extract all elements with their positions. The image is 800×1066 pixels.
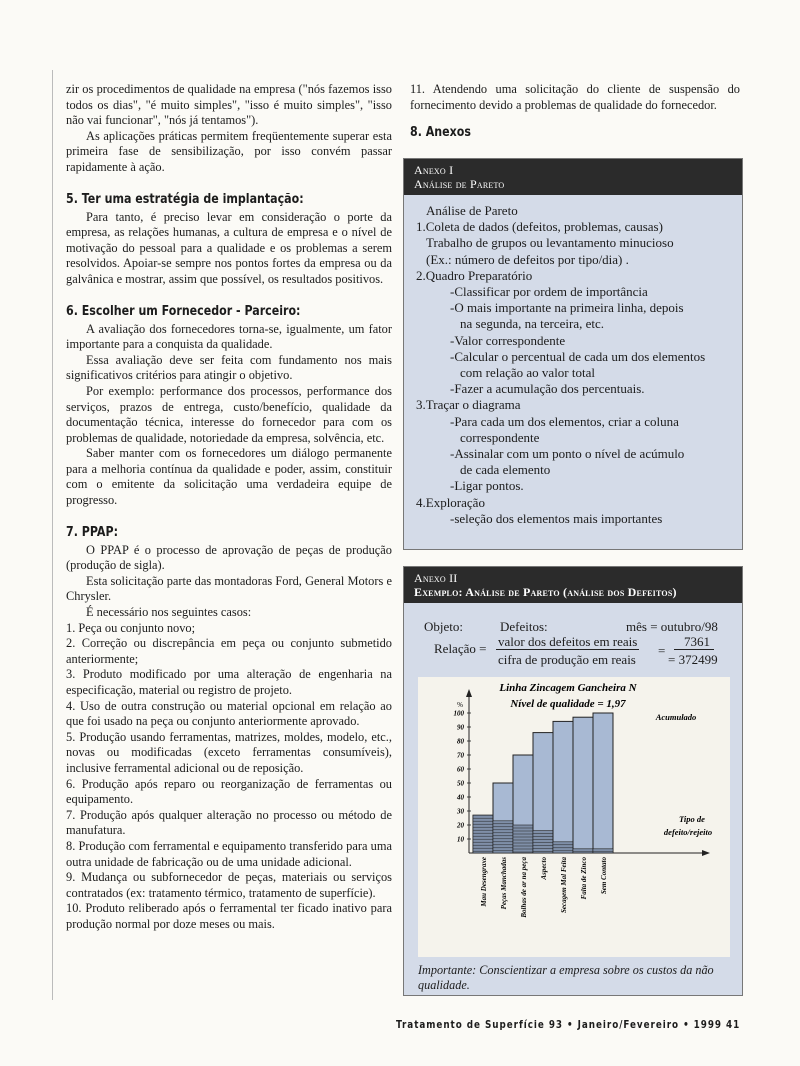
page-edge-line xyxy=(52,70,53,1000)
annex-1-line: -Assinalar com um ponto o nível de acúmulo xyxy=(450,446,685,462)
annex-2-title: Exemplo: Análise de Pareto (análise dos Defeitos) xyxy=(414,585,677,599)
ratio-denominator: cifra de produção em reais xyxy=(498,652,636,667)
annex-1-line: -Valor correspondente xyxy=(450,332,566,348)
section-6-paragraph-4: Saber manter com os fornecedores um diálogo permanente para a melhoria contínua da qualidade e poder, assim, constituir com o emitente da solicitação uma verdadeira equipe de progresso. xyxy=(66,446,392,508)
annex-1-line: -Calcular o percentual de cada um dos elementos xyxy=(450,348,706,364)
list-item: 8. Produção com ferramental e equipamento transferido para uma outra unidade de fabricação ou de uma unidade adicional. xyxy=(66,838,392,869)
annex-1-line: 3.Traçar o diagrama xyxy=(416,397,521,413)
section-7-paragraph-3: É necessário nos seguintes casos: xyxy=(86,605,252,620)
pareto-chart xyxy=(418,677,730,957)
annex-1-content xyxy=(404,195,742,527)
section-6-paragraph-1: A avaliação dos fornecedores torna-se, igualmente, um fator importante para a conquista da qualidade. xyxy=(66,321,392,352)
annex-1-line: na segunda, na terceira, etc. xyxy=(460,316,605,332)
y-tick-label: 100 xyxy=(453,709,464,718)
list-item: 1. Peça ou conjunto novo; xyxy=(66,620,196,635)
annex-1-line: -Fazer a acumulação dos percentuais. xyxy=(450,381,645,397)
section-7-paragraph-1: O PPAP é o processo de aprovação de peças de produção (produção de sigla). xyxy=(66,542,392,573)
cumulative-bar xyxy=(553,721,573,853)
x-category-label: Bolhas de ar na peça xyxy=(520,857,528,918)
defeitos-label: Defeitos: xyxy=(500,619,548,634)
annex-1-line: -Ligar pontos. xyxy=(450,478,524,494)
annex-1-line: -O mais importante na primeira linha, depois xyxy=(450,300,684,316)
section-5-paragraph: Para tanto, é preciso levar em consideração o porte da empresa, as relações humanas, a cultura de empresa e o nível de motivação do pessoal para a qualidade e os problemas a serem resolvidos. Apoiar-se sempre nos pontos fortes da empresa ou da galvânica e mostrar, assim que possível, os resultados positivos. xyxy=(66,209,392,286)
section-5-title: 5. Ter uma estratégia de implantação: xyxy=(66,191,304,207)
x-category-label: Mau Desengraxe xyxy=(480,857,488,907)
annex-1-line: 2.Quadro Preparatório xyxy=(416,267,533,283)
annex-1-line: 1.Coleta de dados (defeitos, problemas, causas) xyxy=(416,219,663,235)
annex-2-header xyxy=(404,567,742,603)
annex-1-line: -seleção dos elementos mais importantes xyxy=(450,510,663,526)
list-item: 10. Produto reliberado após o ferramental ter ficado inativo para produção normal por doze meses ou mais. xyxy=(66,901,392,931)
section-6-paragraph-3: Por exemplo: performance dos processos, performance dos serviços, prazos de entrega, custo/benefício, qualidade da documentação técnica, interesse do fornecedor para com os problemas de qualidade, notoriedade da empresa, solvência, etc. xyxy=(66,383,392,445)
list-item-11: 11. Atendendo uma solicitação do cliente de suspensão do fornecimento devido a problemas de qualidade do fornecedor. xyxy=(410,82,740,112)
annex-1-label: Anexo I xyxy=(414,163,454,177)
intro-paragraph-2: As aplicações práticas permitem freqüentemente superar esta primeira fase de sensibilização, por isso convém passar rapidamente à ação. xyxy=(66,128,392,174)
annex-1-box xyxy=(403,158,743,550)
y-tick-label: 60 xyxy=(457,765,464,774)
chart-title: Linha Zincagem Gancheira N xyxy=(499,682,637,694)
cumulative-series-label: Acumulado xyxy=(655,712,697,722)
defect-bar xyxy=(533,831,553,853)
x-category-label: Falta de Zinco xyxy=(580,857,588,900)
y-tick-label: 50 xyxy=(457,779,464,788)
annex-1-line: -Classificar por ordem de importância xyxy=(450,284,648,300)
section-8-title: 8. Anexos xyxy=(410,125,471,141)
defect-bar xyxy=(493,821,513,853)
list-item: 4. Uso de outra construção ou material opcional em relação ao que foi usado na peça ou conjunto anteriormente aprovado. xyxy=(66,698,392,729)
relacao-label: Relação = xyxy=(434,641,487,656)
annex-1-line: correspondente xyxy=(460,429,540,445)
ratio-fraction xyxy=(496,634,639,650)
pareto-chart-panel xyxy=(418,677,730,957)
denominator-value: = 372499 xyxy=(668,652,718,667)
annex-2-label: Anexo II xyxy=(414,571,458,585)
section-7-paragraph-2: Esta solicitação parte das montadoras Ford, General Motors e Chrysler. xyxy=(66,573,392,604)
y-axis-arrow xyxy=(466,689,472,697)
list-item: 5. Produção usando ferramentas, matrizes, moldes, modelo, etc., novas ou modificadas (exceto ferramentas consumíveis), inclusive ferramental adicional ou de reposição. xyxy=(66,729,392,775)
cumulative-bar xyxy=(593,713,613,853)
defect-bar xyxy=(473,815,493,853)
section-6-title: 6. Escolher um Fornecedor - Parceiro: xyxy=(66,303,301,319)
intro-paragraph-1: zir os procedimentos de qualidade na empresa ("nós fazemos isso todos os dias", "é muito simples", "isso é muito simples", "isso não vai funcionar", "nós já tentamos"). xyxy=(66,82,392,128)
annex-1-title: Análise de Pareto xyxy=(414,177,505,191)
annex-1-line: 4.Exploração xyxy=(416,494,485,510)
y-tick-label: 10 xyxy=(457,835,464,844)
y-tick-label: 40 xyxy=(457,793,464,802)
list-item: 3. Produto modificado por uma alteração de engenharia na especificação, material ou registro de projeto. xyxy=(66,667,392,697)
x-category-label: Secagem Mal Feita xyxy=(560,857,568,913)
chart-subtitle: Nível de qualidade = 1,97 xyxy=(510,698,626,710)
ratio-numerator: valor dos defeitos em reais xyxy=(498,634,638,649)
defect-bar xyxy=(593,849,613,853)
cumulative-bar xyxy=(573,717,593,853)
annex-1-line: com relação ao valor total xyxy=(460,365,595,381)
list-item: 2. Correção ou discrepância em peça ou conjunto submetido anteriormente; xyxy=(66,636,392,666)
list-item: 7. Produção após qualquer alteração no processo ou método de manufatura. xyxy=(66,807,392,838)
list-item: 6. Produção após reparo ou reorganização de ferramentas ou equipamento. xyxy=(66,776,392,807)
annex-1-line: de cada elemento xyxy=(460,462,551,478)
right-column xyxy=(410,82,740,141)
x-category-label: Sem Contato xyxy=(600,857,608,895)
x-axis-arrow xyxy=(702,850,710,856)
x-axis-label-line1: Tipo de xyxy=(679,814,705,825)
annex-1-line: -Para cada um dos elementos, criar a coluna xyxy=(450,413,679,429)
section-7-title: 7. PPAP: xyxy=(66,524,118,540)
numerator-value: 7361 xyxy=(674,634,714,650)
value-fraction xyxy=(674,634,714,650)
annex-1-line: Trabalho de grupos ou levantamento minucioso xyxy=(426,235,674,251)
defect-bar xyxy=(553,842,573,853)
y-tick-label: 20 xyxy=(457,821,464,830)
annex-1-line: (Ex.: número de defeitos por tipo/dia) . xyxy=(426,251,629,267)
y-tick-label: 70 xyxy=(457,751,464,760)
section-6-paragraph-2: Essa avaliação deve ser feita com fundamento nos mais significativos critérios para atingir o objetivo. xyxy=(66,352,392,383)
page-footer: Tratamento de Superfície 93 • Janeiro/Fevereiro • 1999 41 xyxy=(396,1018,741,1031)
y-tick-label: 90 xyxy=(457,723,464,732)
x-axis-label-line2: defeito/rejeito xyxy=(663,826,713,837)
list-item: 9. Mudança ou subfornecedor de peças, materiais ou serviços contratados (ex: tratamento térmico, tratamento de superfície). xyxy=(66,870,392,900)
defect-bar xyxy=(573,849,593,853)
y-tick-label: 30 xyxy=(457,807,464,816)
month-value: mês = outubro/98 xyxy=(626,619,718,634)
x-category-label: Aspecto xyxy=(540,857,548,880)
objeto-label: Objeto: xyxy=(424,619,463,634)
x-category-label: Peças Manchadas xyxy=(500,857,508,910)
annex-1-line: Análise de Pareto xyxy=(426,203,518,218)
ppap-cases-list xyxy=(66,621,392,933)
left-column xyxy=(66,82,392,933)
annex-2-box xyxy=(403,566,743,996)
y-tick-label: 80 xyxy=(457,737,464,746)
equals-sign: = xyxy=(658,643,666,658)
annex-1-header xyxy=(404,159,742,195)
important-note: Importante: Conscientizar a empresa sobre os custos da não qualidade. xyxy=(418,963,714,992)
y-axis-label: % xyxy=(457,701,463,709)
